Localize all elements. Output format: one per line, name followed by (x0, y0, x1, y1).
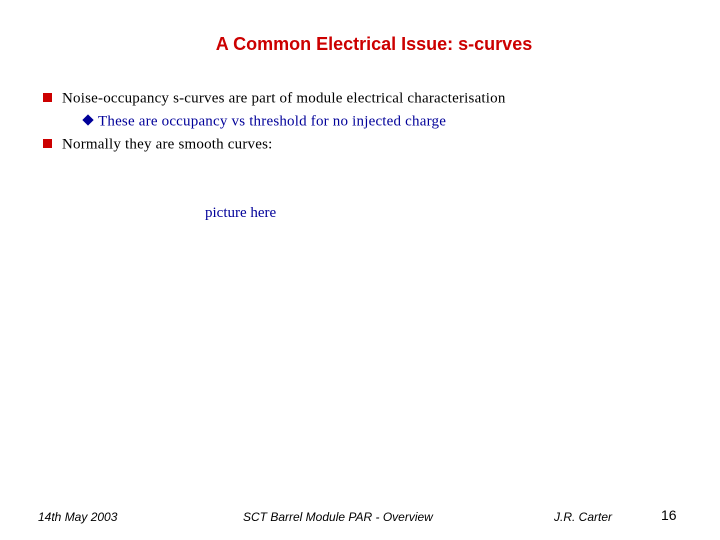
bullet-text: Normally they are smooth curves: (62, 136, 273, 153)
square-bullet-icon (43, 139, 52, 148)
bullet-text: Noise-occupancy s-curves are part of module electrical characterisation (62, 90, 506, 107)
square-bullet-icon (43, 93, 52, 102)
page-number: 16 (661, 507, 677, 523)
sub-bullet-text: These are occupancy vs threshold for no injected charge (98, 113, 447, 130)
bullet-item (43, 89, 506, 108)
diamond-bullet-icon (82, 114, 93, 125)
footer-author: J.R. Carter (554, 510, 613, 524)
footer-title: SCT Barrel Module PAR - Overview (243, 510, 433, 524)
sub-bullet-item (82, 112, 446, 131)
slide-title: A Common Electrical Issue: s-curves (215, 34, 533, 54)
footer-date: 14th May 2003 (38, 510, 118, 524)
bullet-item (43, 135, 273, 154)
picture-placeholder: picture here (205, 205, 277, 221)
